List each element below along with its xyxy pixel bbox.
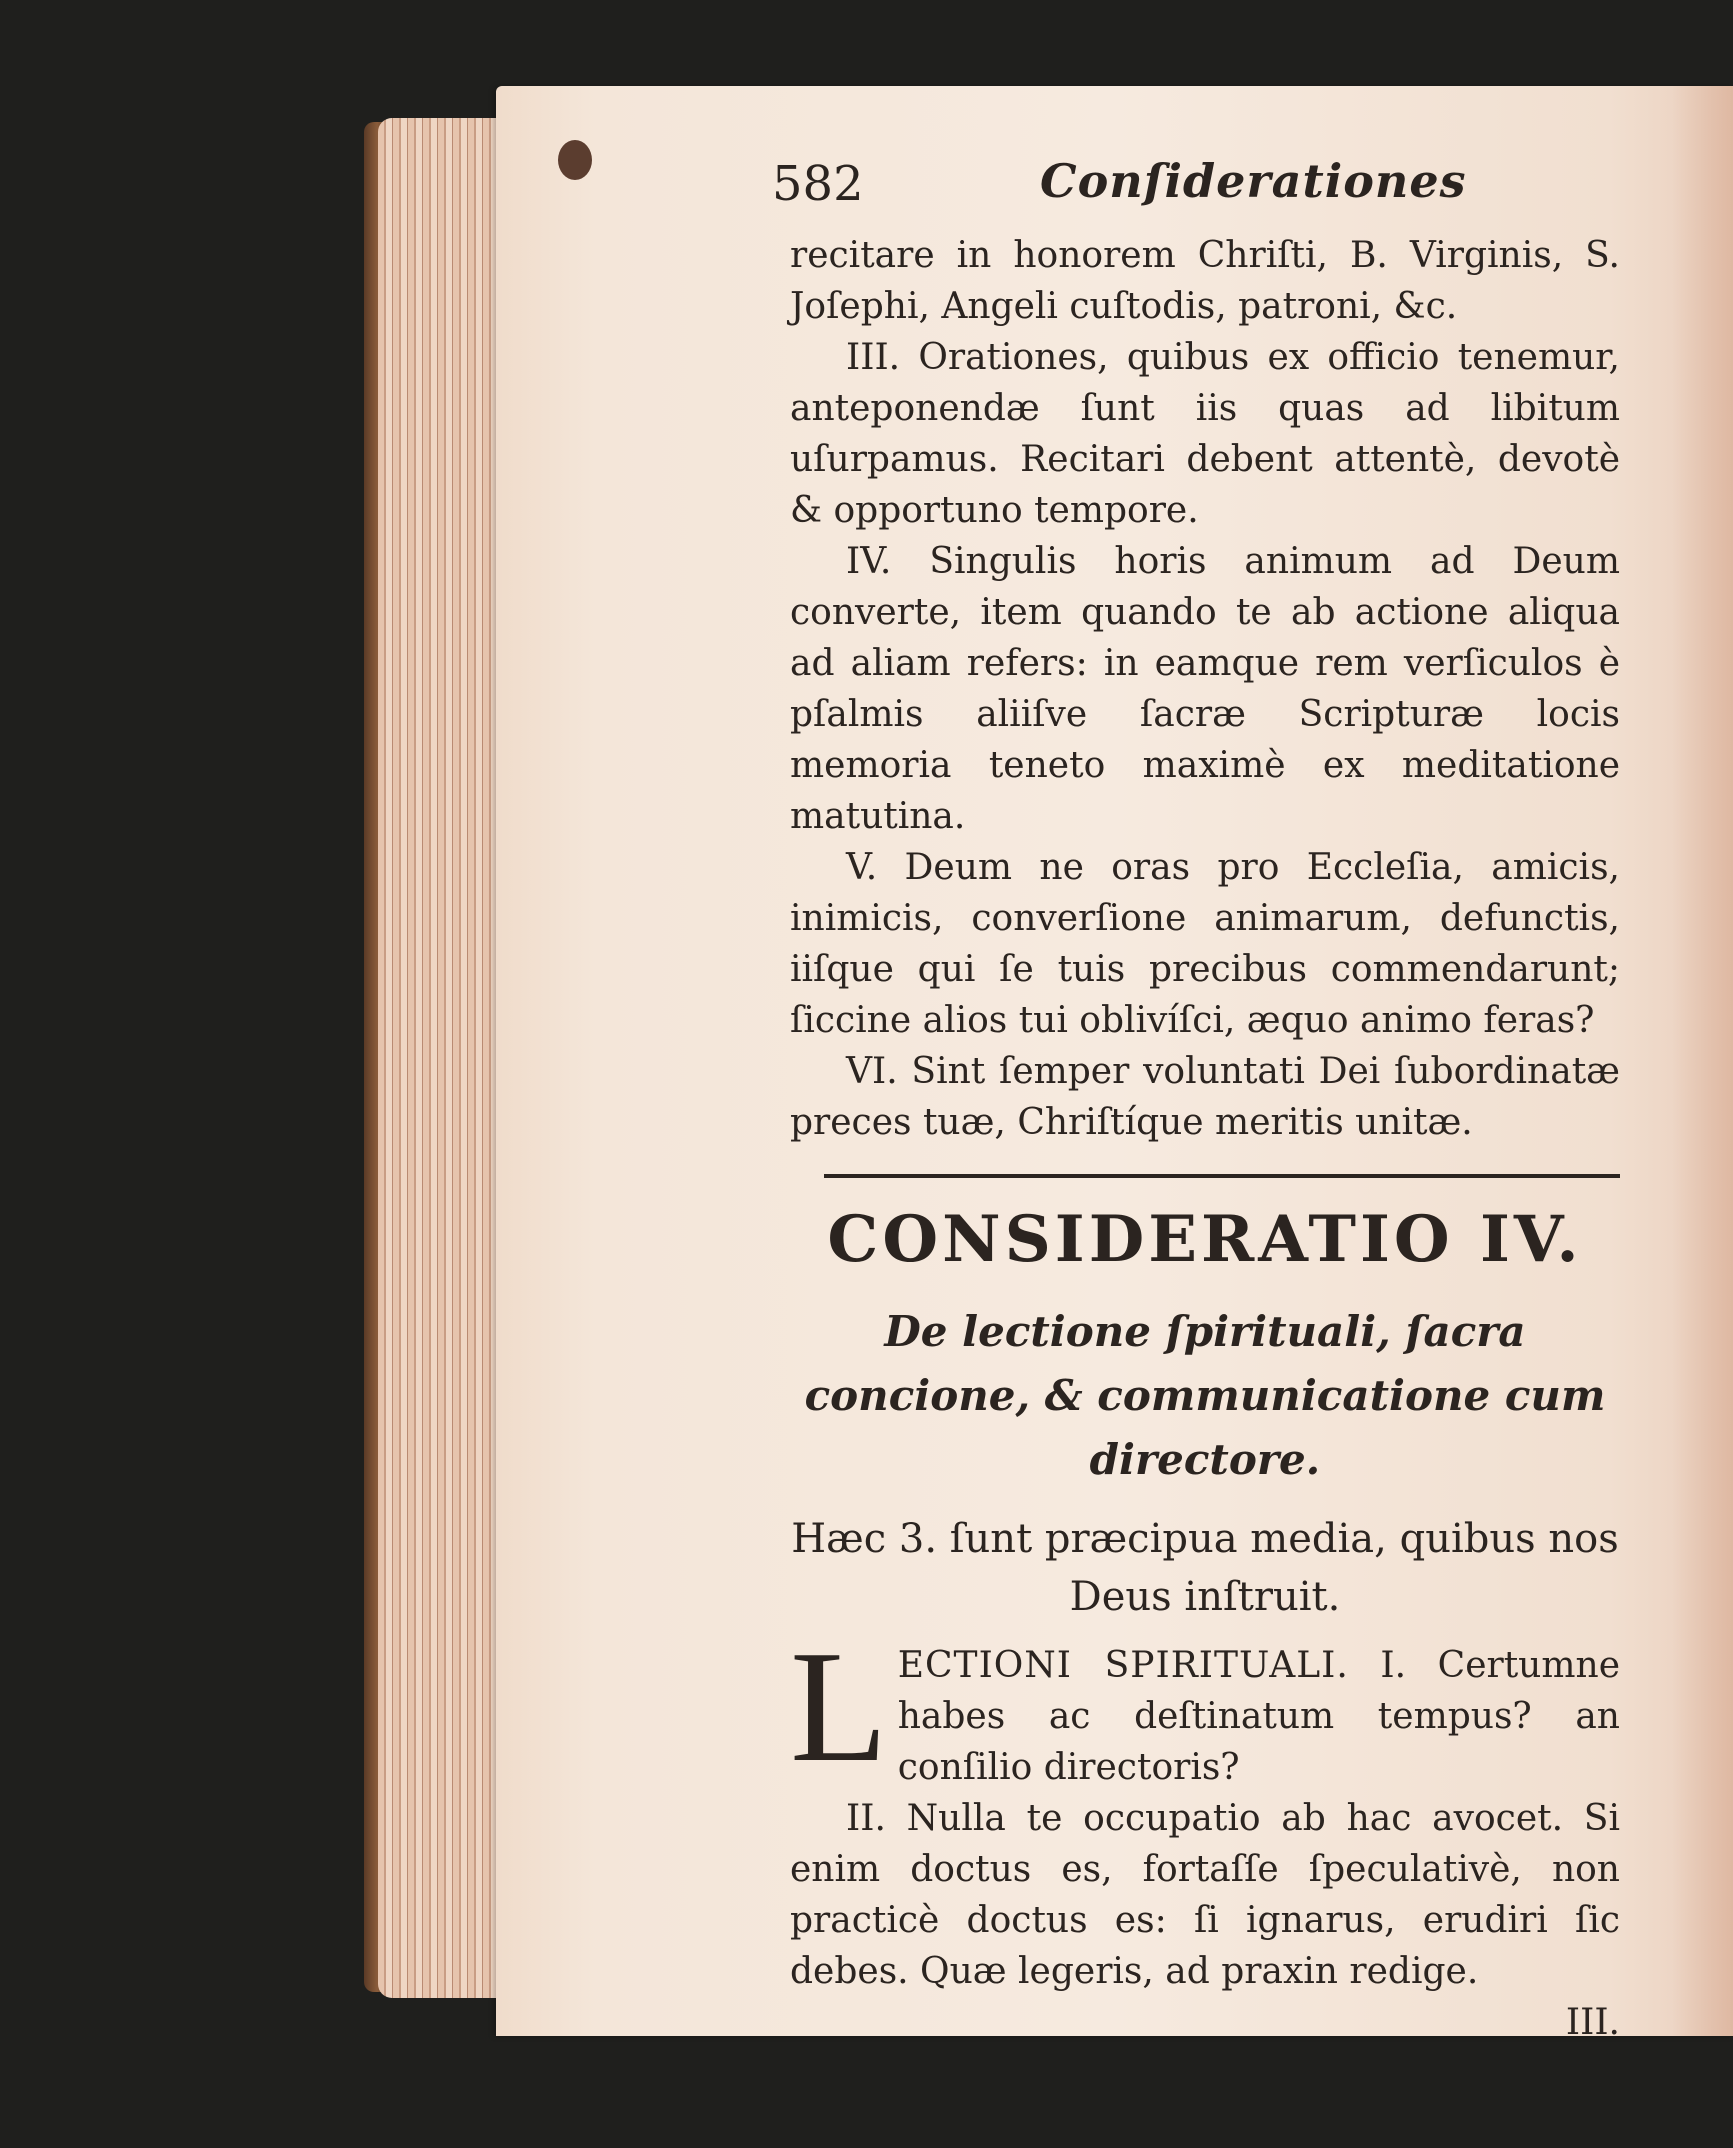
consideratio-heading: CONSIDERATIO IV.	[827, 1202, 1583, 1277]
page-text	[772, 150, 1620, 2043]
section-divider	[824, 1174, 1620, 1178]
running-head	[772, 150, 1620, 230]
page-gutter-shadow	[1672, 86, 1733, 2036]
page-edges	[378, 118, 508, 1998]
consideratio-subtitle: De lectione ſpirituali, ſacra concione, & communicatione cum directore.	[804, 1307, 1606, 1484]
page-number: 582	[772, 156, 864, 212]
paragraph-iii: III. Orationes, quibus ex officio tenemur, anteponendæ ſunt iis quas ad libitum uſurpamus. Recitari debent attentè, devotè & opportuno tempore.	[790, 337, 1620, 531]
paragraph-ii: II. Nulla te occupatio ab hac avocet. Si enim doctus es, fortaſſe ſpeculativè, non practicè doctus es: ſi ignarus, erudiri ſic debes. Quæ legeris, ad praxin redige.	[790, 1798, 1620, 1992]
catchword: III.	[1565, 2002, 1620, 2043]
paragraph-vi: VI. Sint ſemper voluntati Dei ſubordinatæ preces tuæ, Chriſtíque meritis unitæ.	[790, 1051, 1620, 1143]
paragraph-lectioni	[790, 1617, 1620, 1795]
running-title: Conſiderationes	[1040, 154, 1467, 208]
consideratio-intro: Hæc 3. ſunt præcipua media, quibus nos Deus inſtruit.	[791, 1516, 1619, 1620]
paragraph-iv: IV. Singulis horis animum ad Deum converte, item quando te ab actione aliqua ad aliam refers: in eamque rem verſiculos è pſalmis aliiſve ſacræ Scripturæ locis memoria teneto maximè ex meditatione matutina.	[790, 541, 1620, 837]
drop-cap: L	[790, 1617, 888, 1795]
paragraph-v: V. Deum ne oras pro Eccleſia, amicis, inimicis, converſione animarum, defunctis, iiſque qui ſe tuis precibus commendarunt; ſiccine alios tui oblivíſci, æquo animo feras?	[790, 847, 1620, 1041]
section-text: I. Certumne habes ac deſtinatum tempus? an conſilio directoris?	[897, 1645, 1620, 1788]
ink-stain	[558, 140, 592, 180]
paragraph-continued: recitare in honorem Chriſti, B. Virginis, S. Joſephi, Angeli cuſtodis, patroni, &c.	[790, 235, 1620, 327]
section-caps: ECTIONI SPIRITUALI.	[897, 1645, 1349, 1686]
